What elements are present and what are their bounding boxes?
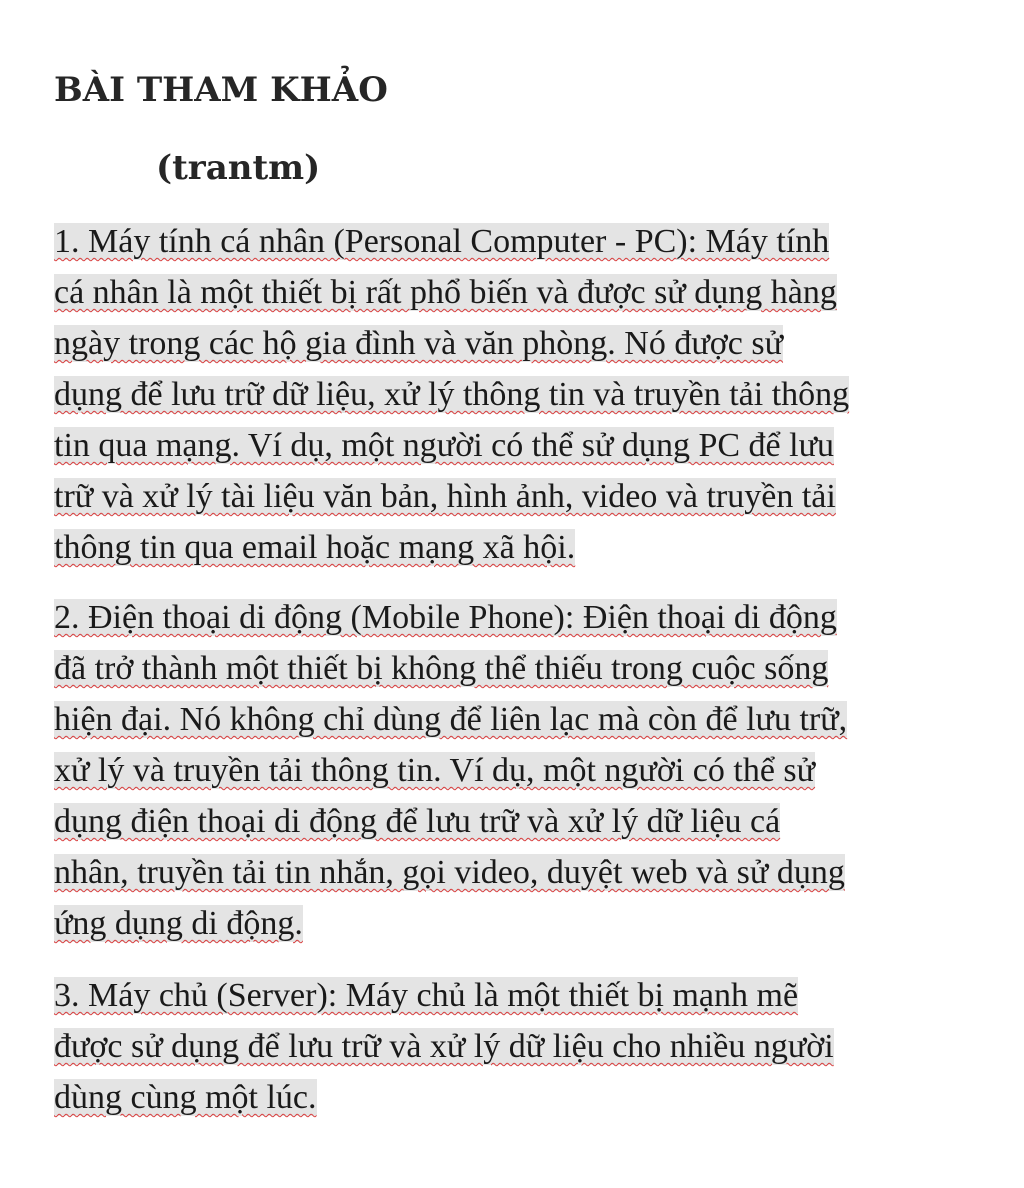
line-text: được sử dụng để lưu trữ và xử lý dữ liệu cho nhiều người	[54, 1028, 834, 1065]
paragraph-line	[54, 318, 974, 369]
line-text: dụng để lưu trữ dữ liệu, xử lý thông tin và truyền tải thông	[54, 376, 850, 413]
document-title: BÀI THAM KHẢO	[54, 70, 388, 110]
paragraph-line	[54, 1072, 974, 1123]
line-text: 1. Máy tính cá nhân (Personal Computer - PC): Máy tính	[54, 223, 830, 260]
paragraph-line	[54, 592, 974, 643]
paragraph-line	[54, 471, 974, 522]
paragraph-line	[54, 970, 974, 1021]
paragraph-line	[54, 796, 974, 847]
line-text: thông tin qua email hoặc mạng xã hội.	[54, 529, 576, 566]
paragraph-line	[54, 745, 974, 796]
line-text: xử lý và truyền tải thông tin. Ví dụ, một người có thể sử	[54, 752, 816, 789]
line-text: hiện đại. Nó không chỉ dùng để liên lạc mà còn để lưu trữ,	[54, 701, 848, 738]
paragraph-line	[54, 216, 974, 267]
line-text: trữ và xử lý tài liệu văn bản, hình ảnh, video và truyền tải	[54, 478, 836, 515]
line-text: đã trở thành một thiết bị không thể thiếu trong cuộc sống	[54, 650, 829, 687]
paragraph-line	[54, 847, 974, 898]
paragraph-line	[54, 420, 974, 471]
paragraph-line	[54, 643, 974, 694]
line-text: 2. Điện thoại di động (Mobile Phone): Điện thoại di động	[54, 599, 837, 636]
line-text: dùng cùng một lúc.	[54, 1079, 317, 1116]
line-text: nhân, truyền tải tin nhắn, gọi video, duyệt web và sử dụng	[54, 854, 845, 891]
paragraph-line	[54, 522, 974, 573]
paragraph-line	[54, 369, 974, 420]
line-text: ngày trong các hộ gia đình và văn phòng. Nó được sử	[54, 325, 784, 362]
line-text: tin qua mạng. Ví dụ, một người có thể sử dụng PC để lưu	[54, 427, 834, 464]
paragraph-mobile-phone	[54, 592, 974, 949]
document-subtitle: (trantm)	[156, 148, 321, 188]
paragraph-personal-computer	[54, 216, 974, 573]
line-text: dụng điện thoại di động để lưu trữ và xử lý dữ liệu cá	[54, 803, 781, 840]
paragraph-line	[54, 267, 974, 318]
paragraph-line	[54, 898, 974, 949]
paragraph-line	[54, 694, 974, 745]
paragraph-line	[54, 1021, 974, 1072]
line-text: 3. Máy chủ (Server): Máy chủ là một thiết bị mạnh mẽ	[54, 977, 799, 1014]
line-text: ứng dụng di động.	[54, 905, 303, 942]
line-text: cá nhân là một thiết bị rất phổ biến và được sử dụng hàng	[54, 274, 837, 311]
paragraph-server	[54, 970, 974, 1123]
